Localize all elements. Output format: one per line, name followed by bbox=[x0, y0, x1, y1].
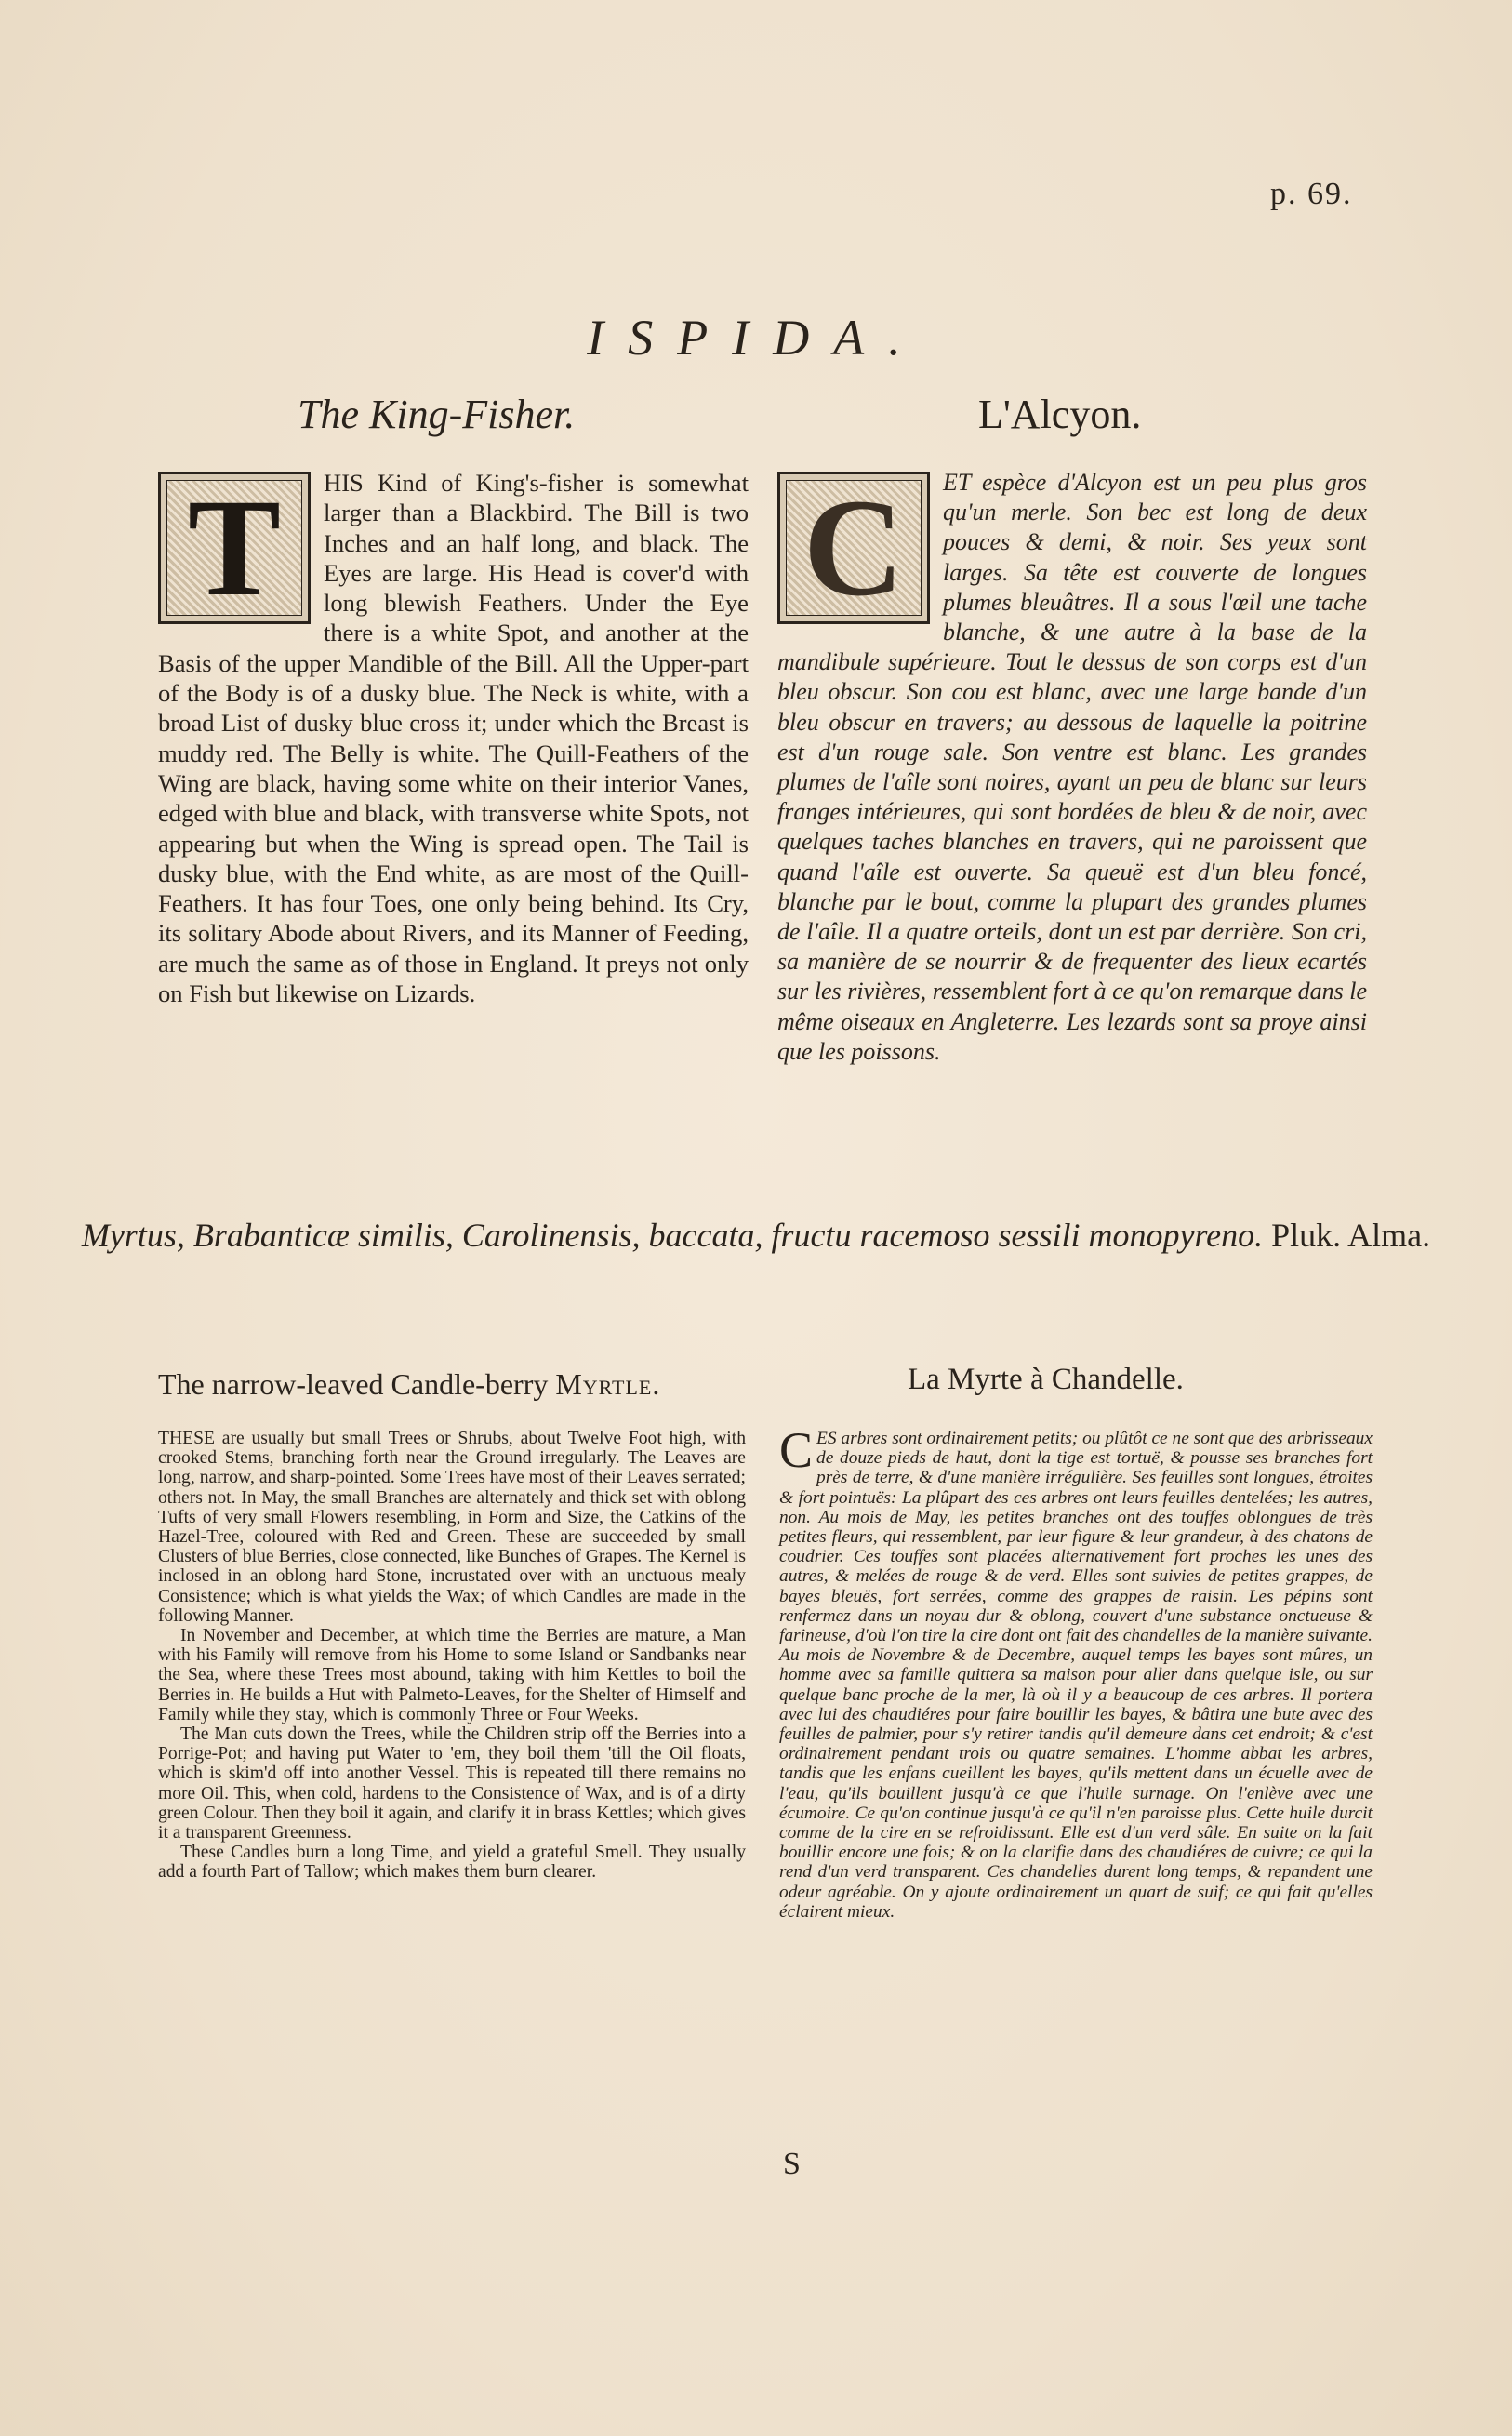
drop-cap-letter: T bbox=[187, 471, 282, 625]
french-title: L'Alcyon. bbox=[978, 392, 1142, 437]
main-title: ISPIDA. bbox=[587, 310, 925, 366]
myrtle-french-title: La Myrte à Chandelle. bbox=[908, 1363, 1184, 1396]
ornamental-drop-cap bbox=[158, 472, 311, 624]
myrtle-english-title-lead: The narrow-leaved Candle-berry bbox=[158, 1367, 549, 1401]
myrtle-english-paragraph: In November and December, at which time the Berries are mature, a Man with his Family will remove from his Home to some Island or Sandbanks near the Sea, where these Trees most abound, taking with him Kettles to boil the Berries in. He builds a Hut with Palmeto-Leaves, for the Shelter of Himself and Family while they stay, which is commonly Three or Four Weeks. bbox=[158, 1626, 746, 1724]
myrtle-french-paragraph: ES arbres sont ordinairement petits; ou plûtôt ce ne sont que des arbrisseaux de douze pieds de haut, dont la tige est tortuë, & pousse ses branches fort près de terre, & d'une manière irrégulière. Ses feuilles sont longues, étroites & fort pointuës: La plûpart des ces arbres ont leurs feuilles dentelées; les autres, non. Au mois de May, les petites branches ont des touffes oblongues de très petites fleurs, qui ressemblent, par leur figure & leur grandeur, à des chatons de coudrier. Ces touffes sont placées alternativement fort proches les unes des autres, & melées de rouge & de verd. Elles sont suivies de petites grappes, de bayes bleuës, fort serrées, comme des grappes de raisin. Les pépins sont renfermez dans un noyau dur & oblong, couvert d'une substance onctueuse & farineuse, d'où l'on tire la cire dont ont fait des chandelles de la manière suivante. Au mois de Novembre & de Decembre, auquel temps les bayes sont mûres, un homme avec sa famille quittera sa maison pour aller dans quelque isle, ou sur quelque banc proche de la mer, là où il y a beaucoup de ces arbres. Il portera avec lui des chaudiéres pour faire bouillir les bayes, & bâtira une bute avec des feuilles de palmier, pour s'y retirer tandis qu'il demeure dans cet endroit; & c'est ordinairement pendant trois ou quatre semaines. L'homme abbat les arbres, tandis que les enfans cueillent les bayes, qu'ils mettent dans un écuelle avec de l'eau, qu'ils bouillent jusqu'à ce que l'huile surnage. On l'enlève avec une écumoire. Ce qu'on continue jusqu'à ce qu'il n'en paroisse plus. Cette huile durcit comme de la cire en se refroidissant. Elle est d'un verd sâle. En suite on la fait bouillir encore une fois; & on la clarifie dans des chaudiéres de cuivre; ce qui la rend d'un verd transparent. Ces chandelles durent long temps, & repandent une odeur agréable. On y ajoute ordinairement un quart de suif; ce qui fait qu'elles éclairent mieux. bbox=[779, 1429, 1373, 1922]
myrtle-english-text bbox=[158, 1429, 746, 1883]
english-title: The King-Fisher. bbox=[298, 392, 576, 437]
myrtle-french-text bbox=[779, 1422, 1373, 1922]
myrtle-english-paragraph: These Candles burn a long Time, and yield a grateful Smell. They usually add a fourth Part of Tallow; which makes them burn clearer. bbox=[158, 1843, 746, 1883]
myrtle-english-title bbox=[158, 1367, 660, 1402]
kingfisher-english-text: HIS Kind of King's-fisher is somewhat larger than a Blackbird. The Bill is two Inches and an half long, and black. The Eyes are large. His Head is cover'd with long blewish Feathers. Under the Eye there is a white Spot, and another at the Basis of the upper Mandible of the Bill. All the Upper-part of the Body is of a dusky blue. The Neck is white, with a broad List of dusky blue cross it; under which the Breast is muddy red. The Belly is white. The Quill-Feathers of the Wing are black, having some white on their interior Vanes, edged with blue and black, with transverse white Spots, not appearing but when the Wing is spread open. The Tail is dusky blue, with the End white, as are most of the Quill-Feathers. It has four Toes, one only being behind. Its Cry, its solitary Abode about Rivers, and its Manner of Feeding, are much the same as of those in England. It preys not only on Fish but likewise on Lizards. bbox=[158, 469, 749, 1008]
latin-heading bbox=[0, 1214, 1512, 1257]
drop-cap-letter: C bbox=[779, 1422, 814, 1478]
page-number: p. 69. bbox=[1270, 177, 1353, 211]
latin-name: Myrtus, Brabanticæ similis, Carolinensis, baccata, fructu racemoso sessili monopyreno. bbox=[81, 1217, 1264, 1254]
kingfisher-french-text: ET espèce d'Alcyon est un peu plus gros qu'un merle. Son bec est long de deux pouces & demi, & noir. Ses yeux sont larges. Sa tête est couverte de longues plumes bleuâtres. Il a sous l'œil une tache blanche, & une autre à la base de la mandibule supérieure. Tout le dessus de son corps est d'un bleu obscur. Son cou est blanc, avec une large bande d'un bleu obscur en travers; au dessous de laquelle la poitrine est d'un rouge sale. Son ventre est blanc. Les grandes plumes de l'aîle sont noires, ayant un peu de blanc sur leurs franges intérieures, qui sont bordées de bleu & de noir, avec quelques taches blanches en travers, qui ne paroissent que quand l'aîle est ouverte. Sa queuë est d'un bleu foncé, blanche par le bout, comme la plupart des grandes plumes de l'aîle. Il a quatre orteils, dont un est par derrière. Son cri, sa manière de se nourrir & de frequenter des lieux ecartés sur les rivières, ressemblent fort à ce qu'on remarque dans le même oiseaux en Angleterre. Les lezards sont sa proye ainsi que les poissons. bbox=[777, 469, 1367, 1065]
latin-reference: Pluk. Alma. bbox=[1271, 1217, 1431, 1254]
ornamental-drop-cap bbox=[777, 472, 930, 624]
kingfisher-english-paragraph bbox=[158, 468, 749, 1008]
myrtle-english-title-caps: Myrtle. bbox=[555, 1367, 661, 1401]
kingfisher-french-paragraph bbox=[777, 468, 1367, 1067]
signature-mark: S bbox=[783, 2147, 801, 2181]
drop-cap-letter: C bbox=[802, 471, 905, 625]
myrtle-english-paragraph: THESE are usually but small Trees or Shrubs, about Twelve Foot high, with crooked Stems, branching forth near the Ground irregularly. The Leaves are long, narrow, and sharp-pointed. Some Trees have most of their Leaves serrated; others not. In May, the small Branches are alternately and thick set with oblong Tufts of very small Flowers resembling, in Form and Size, the Catkins of the Hazel-Tree, coloured with Red and Green. These are succeeded by small Clusters of blue Berries, close connected, like Bunches of Grapes. The Kernel is inclosed in an oblong hard Stone, incrustated over with an unctuous mealy Consistence; which is what yields the Wax; of which Candles are made in the following Manner. bbox=[158, 1429, 746, 1626]
myrtle-english-paragraph: The Man cuts down the Trees, while the Children strip off the Berries into a Porrige-Pot; and having put Water to 'em, they boil them 'till the Oil floats, which is skim'd off into another Vessel. This is repeated till there remains no more Oil. This, when cold, hardens to the Consistence of Wax, and is of a dirty green Colour. Then they boil it again, and clarify it in brass Kettles; which gives it a transparent Greenness. bbox=[158, 1724, 746, 1844]
